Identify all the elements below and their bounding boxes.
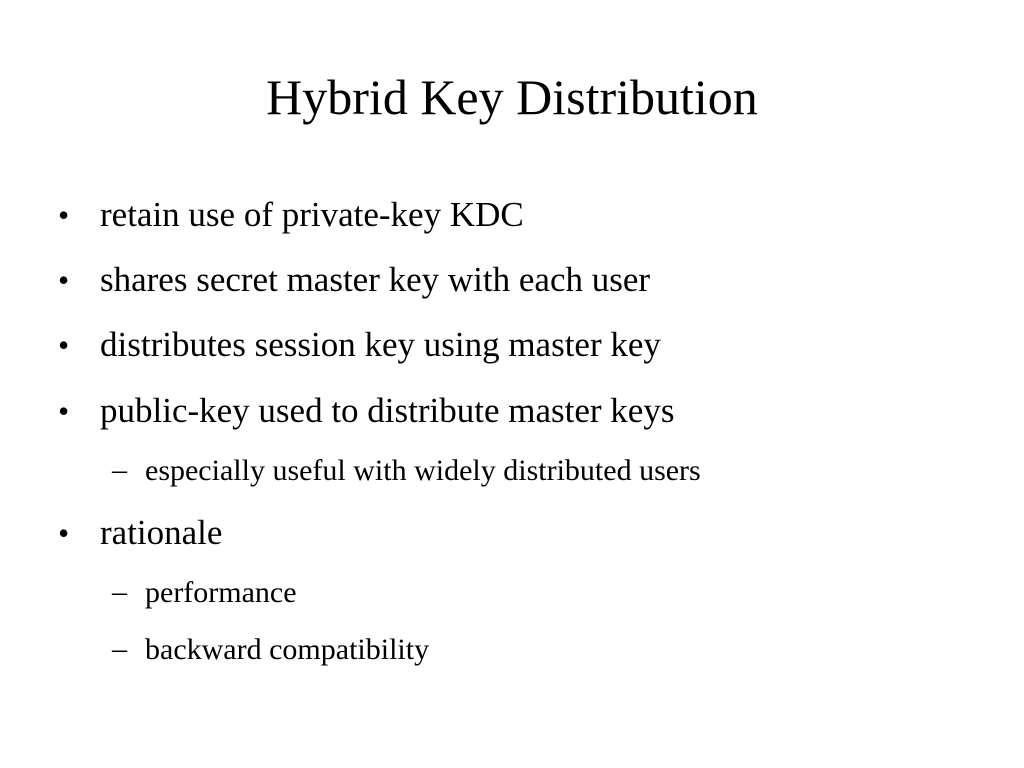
bullet-marker: •	[58, 515, 70, 551]
sub-bullet-item	[112, 453, 701, 489]
slide-title: Hybrid Key Distribution	[266, 69, 758, 125]
bullet-text: rationale	[100, 513, 223, 552]
sub-bullet-item	[112, 632, 430, 668]
bullet-marker: •	[58, 393, 70, 429]
bullet-item	[58, 324, 661, 366]
bullet-text: retain use of private-key KDC	[100, 195, 524, 234]
sub-bullet-text: backward compatibility	[145, 633, 430, 666]
bullet-marker: •	[58, 262, 70, 298]
bullet-marker: •	[58, 197, 70, 233]
bullet-text: shares secret master key with each user	[100, 260, 651, 299]
bullet-item	[58, 390, 675, 432]
sub-bullet-item	[112, 575, 297, 611]
sub-bullet-text: especially useful with widely distributed users	[145, 454, 701, 487]
sub-bullet-text: performance	[145, 576, 297, 609]
bullet-item	[58, 259, 651, 301]
sub-bullet-marker: –	[112, 575, 127, 608]
bullet-marker: •	[58, 327, 70, 363]
bullet-item	[58, 194, 524, 236]
sub-bullet-marker: –	[112, 453, 127, 486]
bullet-item	[58, 512, 223, 554]
bullet-text: distributes session key using master key	[100, 325, 661, 364]
sub-bullet-marker: –	[112, 632, 127, 665]
bullet-text: public-key used to distribute master keys	[100, 391, 675, 430]
